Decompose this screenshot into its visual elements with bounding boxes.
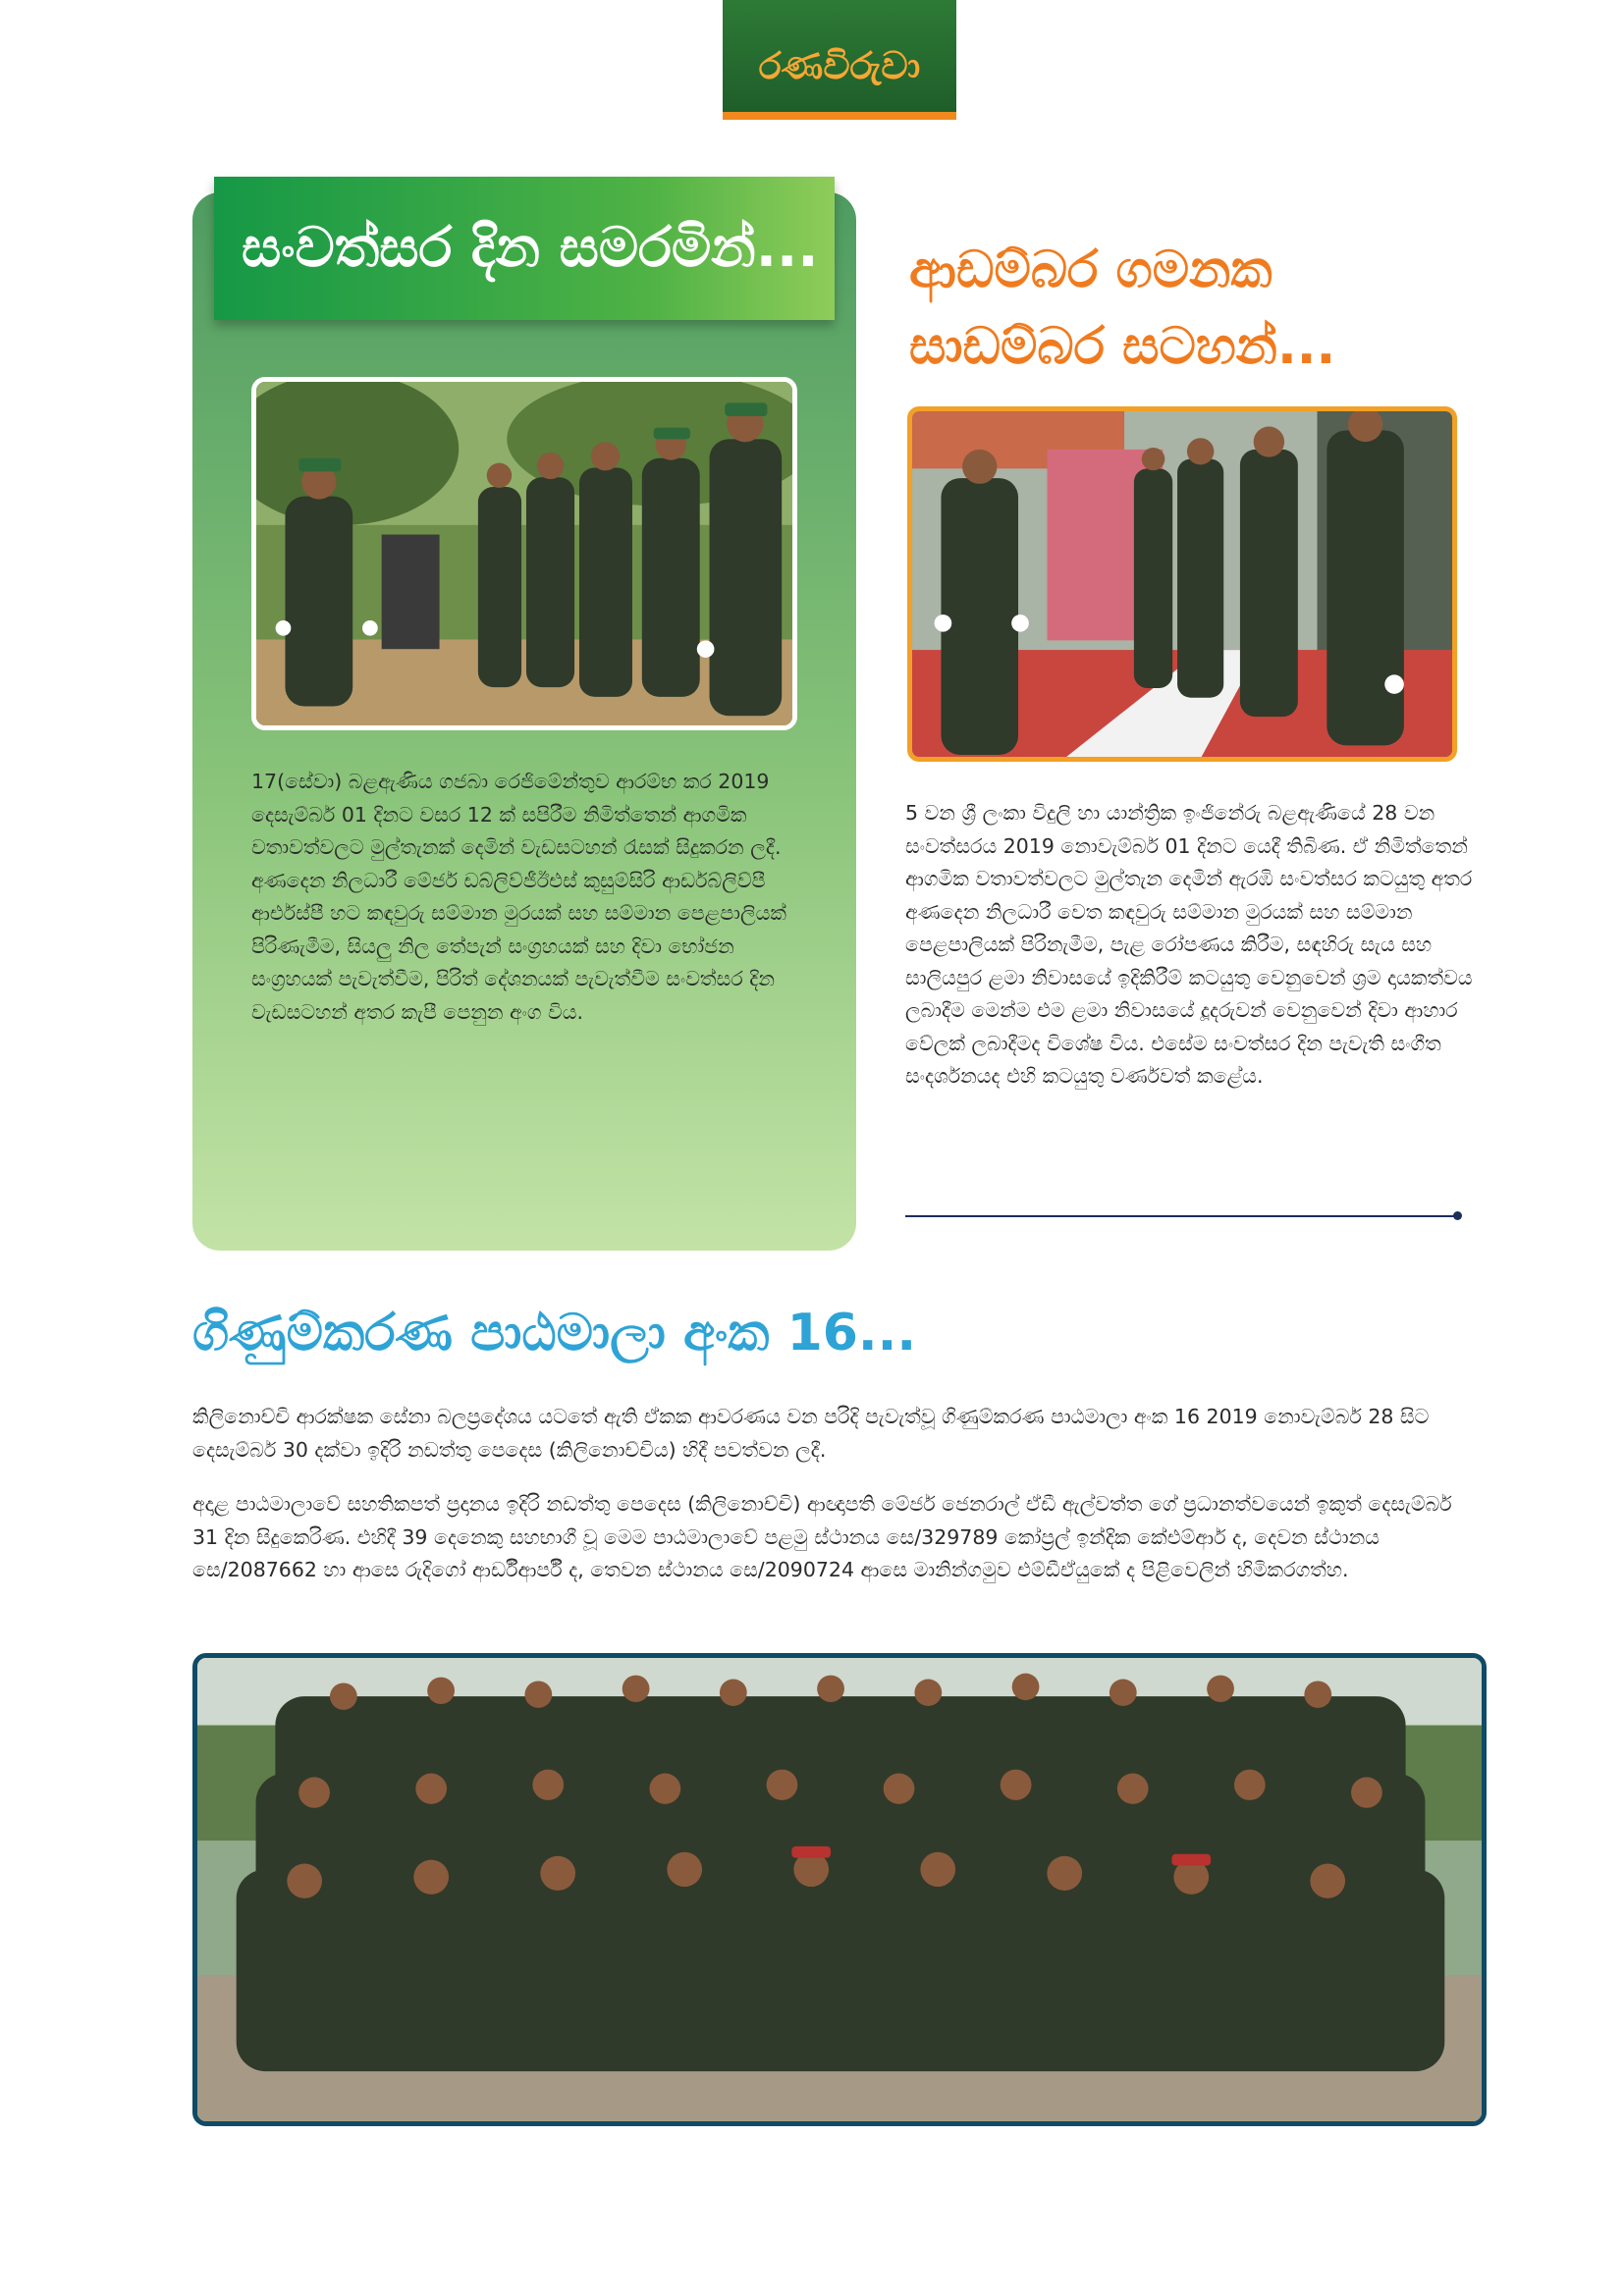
- article2-body: 5 වන ශ්‍රී ලංකා විදුලි හා යාන්ත්‍රික ඉංජිනේරු බළඇණියේ 28 වන සංවත්සරය 2019 නොවැම්බර් 01 දිනට යෙදී තිබිණ. ඒ නිමිත්තෙන් ආගමික වතාවත්වලට මුල්තැන දෙමින් ඇරඹි සංවත්සර කටයුතු අතර අණදෙන නිලධාරී වෙත කඳවුරු සම්මාන මුරයක් සහ සම්මාන පෙළපාලියක් පිරිනැමීම, පැළ රෝපණය කිරීම, සඳහිරු සැය සහ සාලියපුර ළමා නිවාසයේ ඉදිකිරීම් කටයුතු වෙනුවෙන් ශ්‍රම දායකත්වය ලබාදීම මෙන්ම එම ළමා නිවාසයේ දූදරුවන් වෙනුවෙන් දිවා ආහාර වේලක් ලබාදීමද විශේෂ විය. එසේම සංවත්සර දින පැවැති සංගීත සංදර්ශනයද එහි කටයුතු වර්ණවත් කළේය.: [905, 801, 1473, 1088]
- article1-body: 17(සේවා) බළඇණිය ගජබා රෙජිමේන්තුව ආරම්භ කර 2019 දෙසැම්බර් 01 දිනට වසර 12 ක් සපිරීම නිමිත්තෙන් ආගමික වතාවත්වලට මුල්තැනක් දෙමින් වැඩසටහන් රැසක් සිදුකරන ලදී. අණදෙන නිලධාරී මේජර් ඩබ්ලිව්ජීඊඑස් කුසුම්සිරි ආර්ඩබ්ලිව්පී ආර්එස්පී හට කඳවුරු සම්මාන මුරයක් සහ සම්මාන පෙළපාලියක් පිරිණැමීම, සියලු නිල තේපැන් සංග්‍රහයක් සහ දිවා භෝජන සංග්‍රහයක් පැවැත්වීම, පිරිත් දේශනයක් පැවැත්වීම සංවත්සර දින වැඩසටහන් අතර කැපී පෙනුන අංග විය.: [251, 770, 786, 1024]
- article2-title: ආඩම්බර ගමනක සාඩම්බර සටහන්...: [909, 240, 1336, 376]
- article1-title-banner: [214, 177, 835, 320]
- article3-title: ගිණුම්කරණ පාඨමාලා අංක 16...: [192, 1304, 917, 1362]
- masthead-title: රණවිරුවා: [758, 43, 921, 87]
- divider-dot: [1453, 1211, 1462, 1220]
- section-divider: [905, 1215, 1457, 1217]
- group-photo: [192, 1653, 1487, 2126]
- article2-photo: [907, 406, 1457, 762]
- article1-photo: [251, 377, 797, 730]
- masthead: [723, 0, 956, 120]
- article1-title: සංවත්සර දින සමරමින්...: [242, 216, 819, 280]
- article3-paragraph-1: කිලිනොච්චි ආරක්ෂක සේනා බලප්‍රදේශය යටතේ ඇති ඒකක ආවරණය වන පරිදි පැවැත්වූ ගිණුම්කරණ පාඨමාලා අංක 16 2019 නොවැම්බර් 28 සිට දෙසැම්බර් 30 දක්වා ඉදිරි නඩත්තු පෙදෙස (කිලිනොච්චිය) හිදී පවත්වන ලදී.: [192, 1405, 1430, 1462]
- article3-paragraph-2: අදාළ පාඨමාලාවේ සහතිකපත් ප්‍රදානය ඉදිරි නඩත්තු පෙදෙස (කිලිනොච්චි) ආඥාපති මේජර් ජෙනරාල් ඒඩී ඇල්වත්ත ගේ ප්‍රධානත්වයෙන් ඉකුත් දෙසැම්බර් 31 දින සිදුකෙරිණ. එහිදී 39 දෙනෙකු සහභාගී වූ මෙම පාඨමාලාවේ පළමු ස්ථානය සෙ/329789 කෝප්‍රල් ඉන්දික කේඑම්ආර් ද, දෙවන ස්ථානය සෙ/2087662 හා ආසෙ රුදිගෝ ආර්ඩීආර්පී ද, තෙවන ස්ථානය සෙ/2090724 ආසෙ මානින්ගමුව එම්ඩීඒයුකේ ද පිළිවෙලින් හිමිකරගත්හ.: [192, 1492, 1452, 1581]
